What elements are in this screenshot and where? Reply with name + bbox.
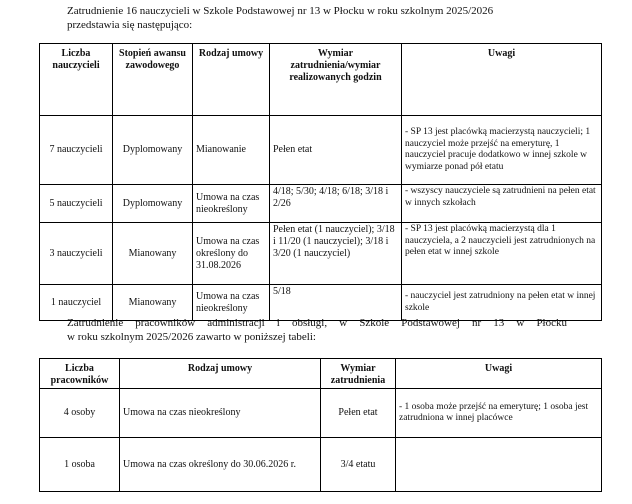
cell-staff-notes: - 1 osoba może przejść na emeryturę; 1 osoba jest zatrudniona w innej placówce — [396, 389, 602, 438]
cell-staff-hours: 3/4 etatu — [321, 438, 396, 492]
cell-notes: - SP 13 jest placówką macierzystą dla 1 nauczyciela, a 2 nauczycieli jest zatrudnionych na pełen etat w innej szkole — [402, 223, 602, 285]
cell-notes: - SP 13 jest placówką macierzystą nauczycieli; 1 nauczyciel może przejść na emeryturę, 1 nauczyciel pracuje dodatkowo w innej szkole w wymiarze ponad pół etatu — [402, 116, 602, 185]
teachers-table-header-row — [40, 44, 602, 116]
staff-intro-line2: w roku szkolnym 2025/2026 zawarto w poniższej tabeli: — [67, 331, 316, 343]
cell-count: 5 nauczycieli — [40, 185, 113, 223]
cell-count: 7 nauczycieli — [40, 116, 113, 185]
header-staff-count: Liczba pracowników — [40, 359, 120, 389]
staff-table — [39, 358, 602, 492]
table-row — [40, 116, 602, 185]
cell-staff-count: 1 osoba — [40, 438, 120, 492]
teachers-intro-line2: przedstawia się następująco: — [67, 19, 193, 31]
staff-intro-paragraph — [67, 316, 567, 344]
cell-staff-notes — [396, 438, 602, 492]
cell-hours: 4/18; 5/30; 4/18; 6/18; 3/18 i 2/26 — [270, 185, 402, 223]
cell-contract: Umowa na czas nieokreślony — [193, 185, 270, 223]
teachers-intro-paragraph — [67, 4, 587, 32]
table-row — [40, 438, 602, 492]
table-row — [40, 389, 602, 438]
cell-level: Mianowany — [113, 223, 193, 285]
staff-table-header-row — [40, 359, 602, 389]
cell-contract: Mianowanie — [193, 116, 270, 185]
cell-level: Dyplomowany — [113, 116, 193, 185]
cell-hours: Pełen etat (1 nauczyciel); 3/18 i 11/20 (1 nauczyciel); 3/18 i 3/20 (1 nauczyciel) — [270, 223, 402, 285]
header-staff-notes: Uwagi — [396, 359, 602, 389]
table-row — [40, 223, 602, 285]
cell-count: 1 nauczyciel — [40, 285, 113, 321]
cell-hours: 5/18 — [270, 285, 402, 321]
cell-staff-hours: Pełen etat — [321, 389, 396, 438]
header-teacher-count: Liczba nauczycieli — [40, 44, 113, 116]
header-notes: Uwagi — [402, 44, 602, 116]
teachers-table — [39, 43, 602, 321]
cell-level: Mianowany — [113, 285, 193, 321]
cell-notes: - nauczyciel jest zatrudniony na pełen etat w innej szkole — [402, 285, 602, 321]
header-promotion-level: Stopień awansu zawodowego — [113, 44, 193, 116]
cell-hours: Pełen etat — [270, 116, 402, 185]
cell-staff-contract: Umowa na czas nieokreślony — [120, 389, 321, 438]
cell-contract: Umowa na czas nieokreślony — [193, 285, 270, 321]
staff-intro-line1: Zatrudnienie pracowników administracji i obsługi, w Szkole Podstawowej nr 13 w Płocku — [67, 317, 567, 329]
cell-staff-contract: Umowa na czas określony do 30.06.2026 r. — [120, 438, 321, 492]
header-employment-hours: Wymiar zatrudnienia/wymiar realizowanych godzin — [270, 44, 402, 116]
cell-count: 3 nauczycieli — [40, 223, 113, 285]
cell-notes: - wszyscy nauczyciele są zatrudnieni na pełen etat w innych szkołach — [402, 185, 602, 223]
cell-level: Dyplomowany — [113, 185, 193, 223]
table-row — [40, 185, 602, 223]
header-contract-type: Rodzaj umowy — [193, 44, 270, 116]
cell-contract: Umowa na czas określony do 31.08.2026 — [193, 223, 270, 285]
header-staff-contract: Rodzaj umowy — [120, 359, 321, 389]
cell-staff-count: 4 osoby — [40, 389, 120, 438]
teachers-intro-line1: Zatrudnienie 16 nauczycieli w Szkole Podstawowej nr 13 w Płocku w roku szkolnym 2025/2026 — [67, 5, 494, 17]
header-staff-hours: Wymiar zatrudnienia — [321, 359, 396, 389]
